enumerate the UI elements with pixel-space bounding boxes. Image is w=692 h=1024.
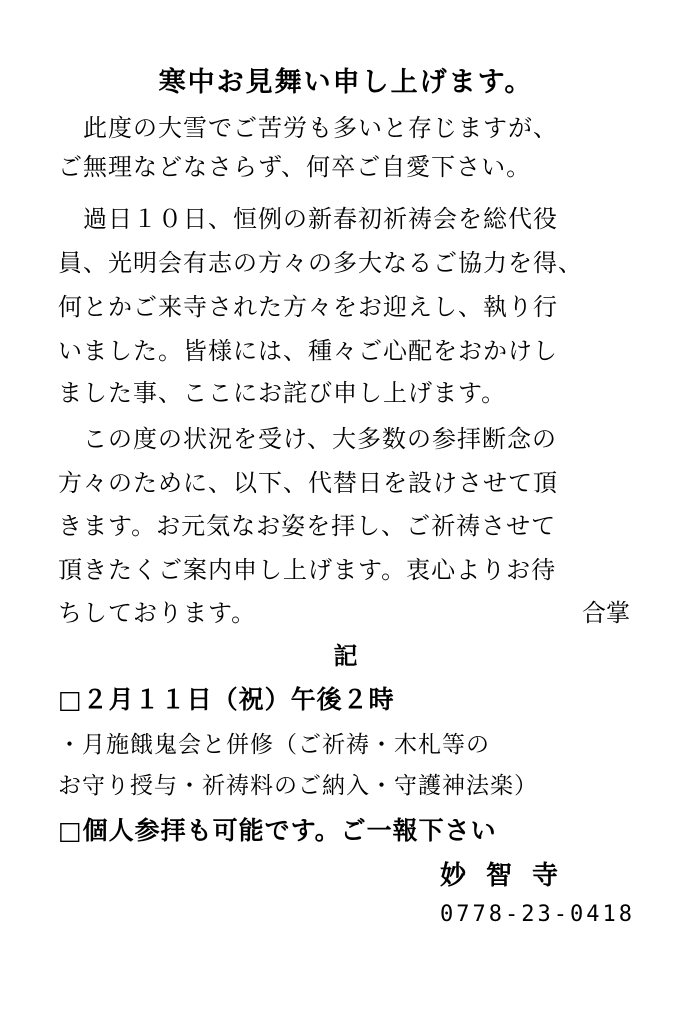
body-line-5: 何とかご来寺された方々をお迎えし、執り行 xyxy=(58,293,558,321)
page-title: 寒中お見舞い申し上げます。 xyxy=(158,67,534,98)
body-line-2: ご無理などなさらず、何卒ご自愛下さい。 xyxy=(58,153,532,181)
body-line-8: この度の状況を受け、大多数の参拝断念の xyxy=(58,425,558,453)
schedule-item: □２月１１日（祝）午後２時 xyxy=(58,685,395,714)
body-line-3: 過日１０日、恒例の新春初祈祷会を総代役 xyxy=(58,205,558,233)
body-line-9: 方々のために、以下、代替日を設けさせて頂 xyxy=(58,469,558,497)
closing-gassho: 合掌 xyxy=(582,599,630,627)
schedule-note-1: ・月施餓鬼会と併修（ご祈祷・木札等の xyxy=(58,732,490,758)
ki-heading: 記 xyxy=(333,641,359,670)
body-line-4: 員、光明会有志の方々の多大なるご協力を得、 xyxy=(58,249,583,277)
phone-number: 0778-23-0418 xyxy=(440,902,635,927)
body-line-6: いました。皆様には、種々ご心配をおかけし xyxy=(58,337,558,365)
body-line-7: ました事、ここにお詫び申し上げます。 xyxy=(58,379,507,407)
individual-visit-item: □個人参拝も可能です。ご一報下さい xyxy=(58,816,497,845)
body-line-12: ちしております。 xyxy=(58,599,257,627)
body-line-1: 此度の大雪でご苦労も多いと存じますが、 xyxy=(58,114,558,142)
temple-name: 妙智寺 xyxy=(440,861,579,891)
body-line-11: 頂きたくご案内申し上げます。衷心よりお待 xyxy=(58,556,557,584)
schedule-note-2: お守り授与・祈祷料のご納入・守護神法楽） xyxy=(58,773,538,799)
body-line-10: きます。お元気なお姿を拝し、ご祈祷させて xyxy=(58,512,557,540)
